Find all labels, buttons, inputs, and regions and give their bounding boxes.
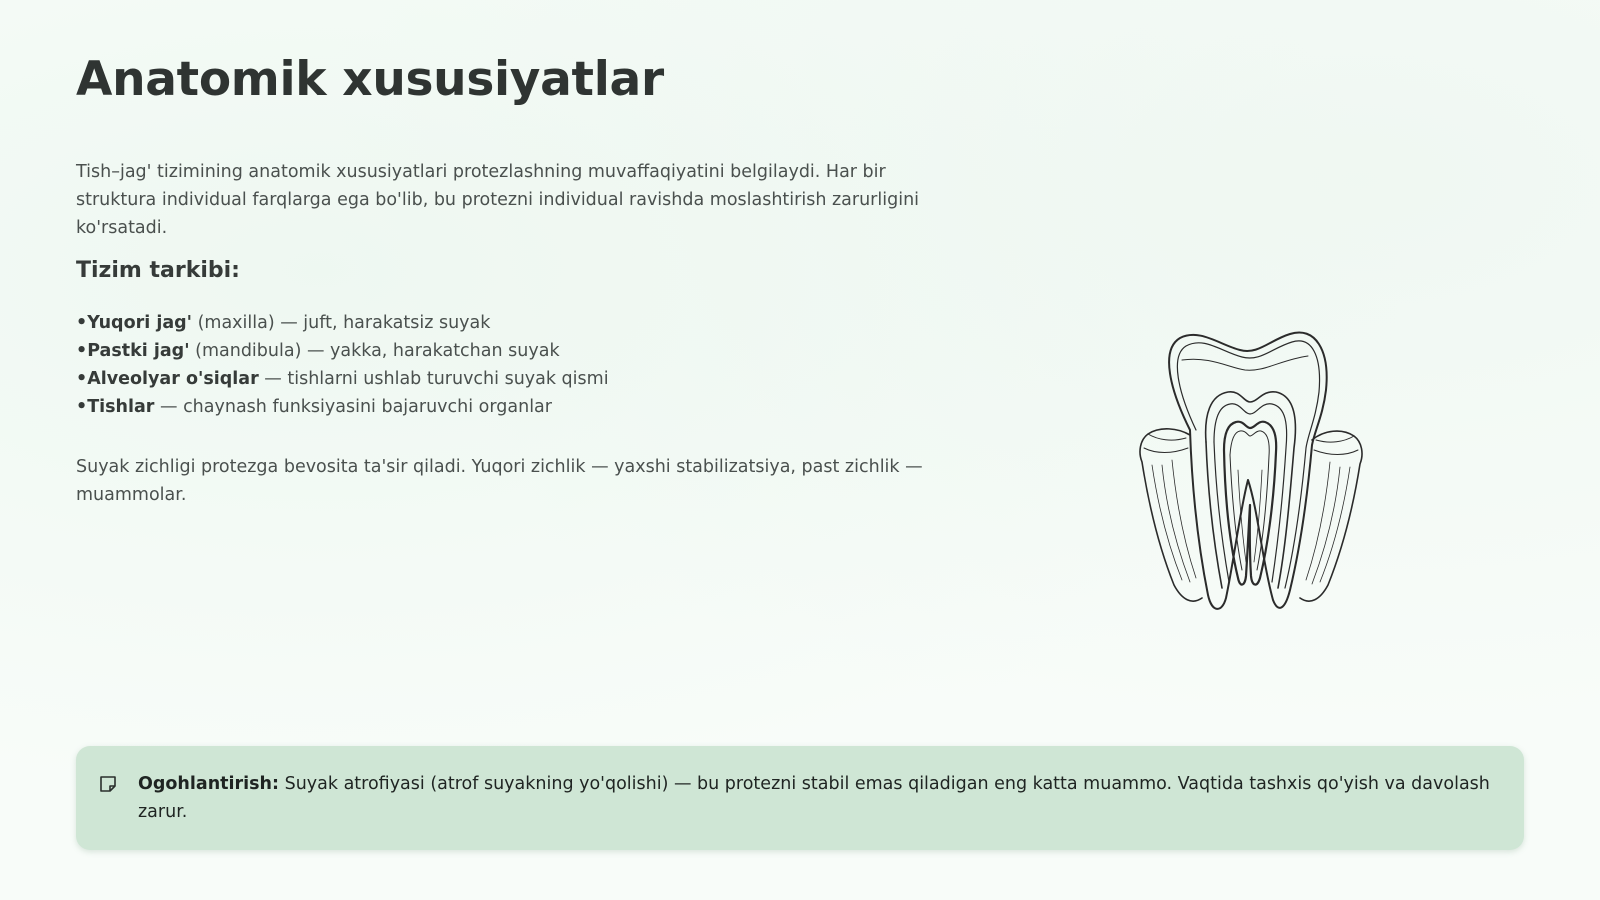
note-icon [98,774,118,794]
list-item [76,365,609,393]
list-item-description: (mandibula) — yakka, harakatchan suyak [189,341,560,361]
page-title: Anatomik xususiyatlar [76,52,664,107]
component-list [76,309,609,421]
warning-label: Ogohlantirish: [138,774,280,794]
tooth-cross-section-icon [1130,330,1370,620]
list-item-term: Alveolyar o'siqlar [87,369,259,389]
warning-text [138,770,1498,826]
intro-paragraph: Tish–jag' tizimining anatomik xususiyatlari protezlashning muvaffaqiyatini belgilaydi. Har bir struktura individual farqlarga ega bo'lib, bu protezni individual ravishda moslashtirish zarurligini ko'rsatadi. [76,162,920,238]
warning-callout [76,746,1524,850]
list-item-term: Pastki jag' [87,341,190,361]
list-item-description: — chaynash funksiyasini bajaruvchi organlar [154,397,552,417]
density-note: Suyak zichligi protezga bevosita ta'sir qiladi. Yuqori zichlik — yaxshi stabilizatsiya, past zichlik — muammolar. [76,457,923,505]
list-item [76,337,609,365]
list-item-description: — tishlarni ushlab turuvchi suyak qismi [258,369,609,389]
bullet: • [76,313,88,333]
list-item [76,309,609,337]
list-item-description: (maxilla) — juft, harakatsiz suyak [192,313,491,333]
bullet: • [76,341,88,361]
bullet: • [76,397,88,417]
section-heading: Tizim tarkibi: [76,258,240,283]
list-item [76,393,609,421]
list-item-term: Yuqori jag' [87,313,193,333]
warning-body: Suyak atrofiyasi (atrof suyakning yo'qolishi) — bu protezni stabil emas qiladigan eng katta muammo. Vaqtida tashxis qo'yish va davolash zarur. [138,774,1490,822]
list-item-term: Tishlar [87,397,155,417]
bullet: • [76,369,88,389]
